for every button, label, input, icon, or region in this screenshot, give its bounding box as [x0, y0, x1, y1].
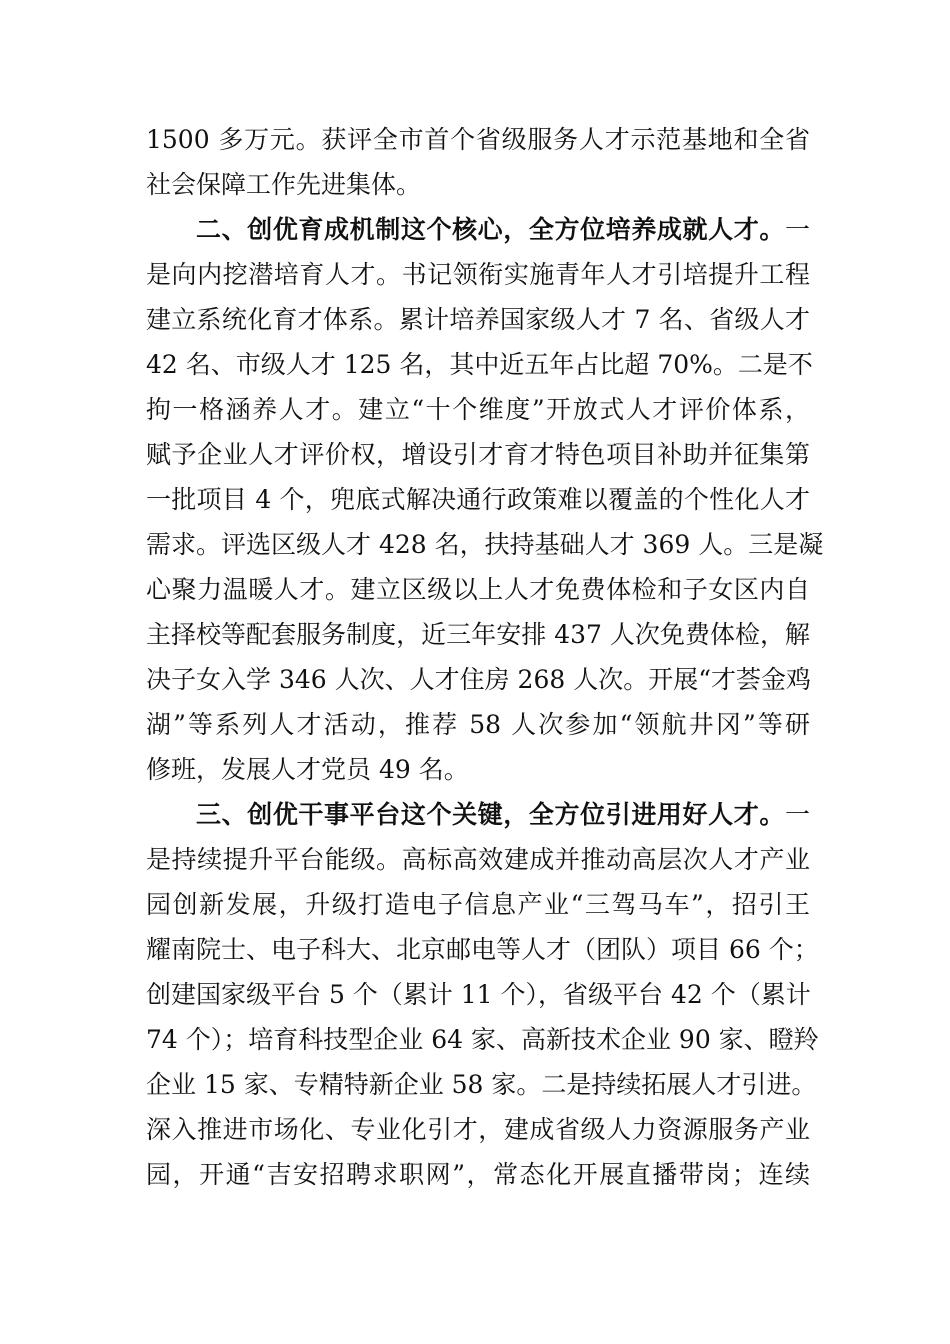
text-line: 心聚力温暖人才。建立区级以上人才免费体检和子女区内自	[146, 575, 810, 604]
section-heading-line	[196, 793, 810, 837]
text-line: 主择校等配套服务制度，近三年安排 437 人次免费体检，解	[146, 620, 810, 649]
text-line: 需求。评选区级人才 428 名，扶持基础人才 369 人。三是凝	[146, 530, 824, 559]
text-run: 一	[784, 215, 810, 244]
section-heading-3: 三、创优干事平台这个关键，全方位引进用好人才。	[196, 800, 785, 829]
text-line: 是向内挖潜培育人才。书记领衔实施青年人才引培提升工程	[146, 260, 810, 289]
text-line: 社会保障工作先进集体。	[146, 170, 422, 199]
section-heading-2: 二、创优育成机制这个核心，全方位培养成就人才。	[196, 215, 785, 244]
text-line: 一批项目 4 个，兜底式解决通行政策难以覆盖的个性化人才	[146, 485, 810, 514]
text-line: 1500 多万元。获评全市首个省级服务人才示范基地和全省	[146, 125, 810, 154]
text-line: 企业 15 家、专精特新企业 58 家。二是持续拓展人才引进。	[146, 1070, 817, 1099]
text-line: 湖”等系列人才活动，推荐 58 人次参加“领航井冈”等研	[146, 710, 810, 739]
text-line: 决子女入学 346 人次、人才住房 268 人次。开展“才荟金鸡	[146, 665, 812, 694]
text-line: 42 名、市级人才 125 名，其中近五年占比超 70%。二是不	[146, 350, 813, 379]
text-line: 拘一格涵养人才。建立“十个维度”开放式人才评价体系，	[146, 395, 810, 424]
text-line: 是持续提升平台能级。高标高效建成并推动高层次人才产业	[146, 845, 810, 874]
text-line: 建立系统化育才体系。累计培养国家级人才 7 名、省级人才	[146, 305, 810, 334]
text-run: 一	[784, 800, 810, 829]
text-line: 赋予企业人才评价权，增设引才育才特色项目补助并征集第	[146, 440, 810, 469]
text-line: 深入推进市场化、专业化引才，建成省级人力资源服务产业	[146, 1115, 810, 1144]
text-line: 园创新发展，升级打造电子信息产业“三驾马车”，招引王	[146, 890, 810, 919]
text-line: 74 个）；培育科技型企业 64 家、高新技术企业 90 家、瞪羚	[146, 1025, 819, 1054]
text-line: 修班，发展人才党员 49 名。	[146, 755, 469, 784]
text-line: 创建国家级平台 5 个（累计 11 个），省级平台 42 个（累计	[146, 980, 811, 1009]
text-line: 园，开通“吉安招聘求职网”，常态化开展直播带岗；连续	[146, 1160, 810, 1189]
section-heading-line	[196, 208, 810, 252]
text-line: 耀南院士、电子科大、北京邮电等人才（团队）项目 66 个；	[146, 935, 819, 964]
